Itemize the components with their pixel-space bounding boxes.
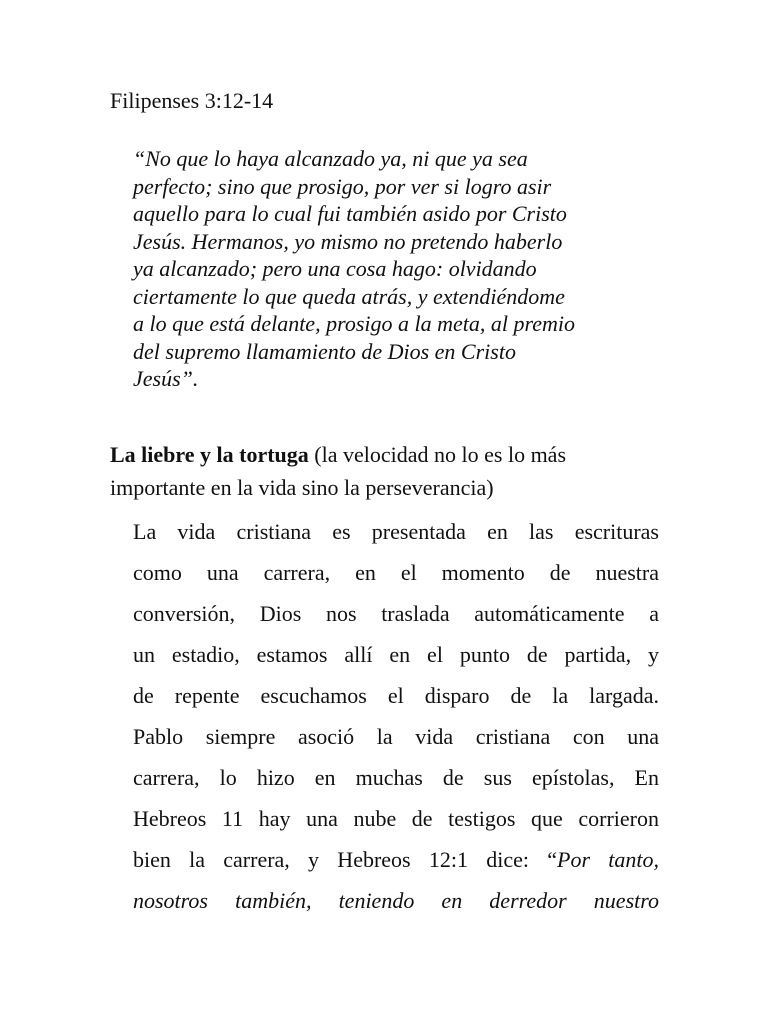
body-paragraph (133, 511, 659, 921)
scripture-quote (133, 145, 673, 393)
quote-line: Jesús”. (133, 366, 199, 391)
body-line: carrera, lo hizo en muchas de sus epístolas, En (133, 765, 659, 790)
body-line-text: bien la carrera, y Hebreos 12:1 dice: “ (133, 847, 558, 872)
section-title: La liebre y la tortuga (110, 442, 309, 467)
body-line: como una carrera, en el momento de nuestra (133, 560, 659, 585)
quote-line: del supremo llamamiento de Dios en Cristo (133, 338, 516, 364)
body-line: de repente escuchamos el disparo de la largada. (133, 683, 659, 708)
body-line: La vida cristiana es presentada en las escrituras (133, 519, 659, 544)
body-line: Pablo siempre asoció la vida cristiana con una (133, 724, 659, 749)
body-line-italic-text: Por tanto, (557, 847, 659, 872)
body-line: un estadio, estamos allí en el punto de partida, y (133, 642, 659, 667)
quote-line: a lo que está delante, prosigo a la meta, al premio (133, 311, 575, 336)
body-line: conversión, Dios nos traslada automáticamente a (133, 601, 659, 626)
heading-line (110, 438, 670, 471)
quote-line: “No que lo haya alcanzado ya, ni que ya sea (133, 146, 528, 171)
section-subtitle-part2: importante en la vida sino la perseverancia) (110, 475, 494, 500)
section-subtitle-part1: (la velocidad no lo es lo más (308, 442, 567, 467)
quote-line: aquello para lo cual fui también asido por Cristo (133, 201, 567, 226)
quote-line: ya alcanzado; pero una cosa hago: olvidando (133, 256, 537, 281)
quote-line: perfecto; sino que prosigo, por ver si logro asir (133, 173, 552, 199)
body-line: Hebreos 11 hay una nube de testigos que corrieron (133, 806, 659, 831)
section-heading (110, 438, 670, 504)
scripture-reference: Filipenses 3:12-14 (110, 88, 274, 113)
quote-line: Jesús. Hermanos, yo mismo no pretendo haberlo (133, 228, 563, 254)
body-line (133, 839, 659, 880)
body-line: nosotros también, teniendo en derredor nuestro (133, 888, 659, 913)
quote-line: ciertamente lo que queda atrás, y extendiéndome (133, 283, 565, 309)
